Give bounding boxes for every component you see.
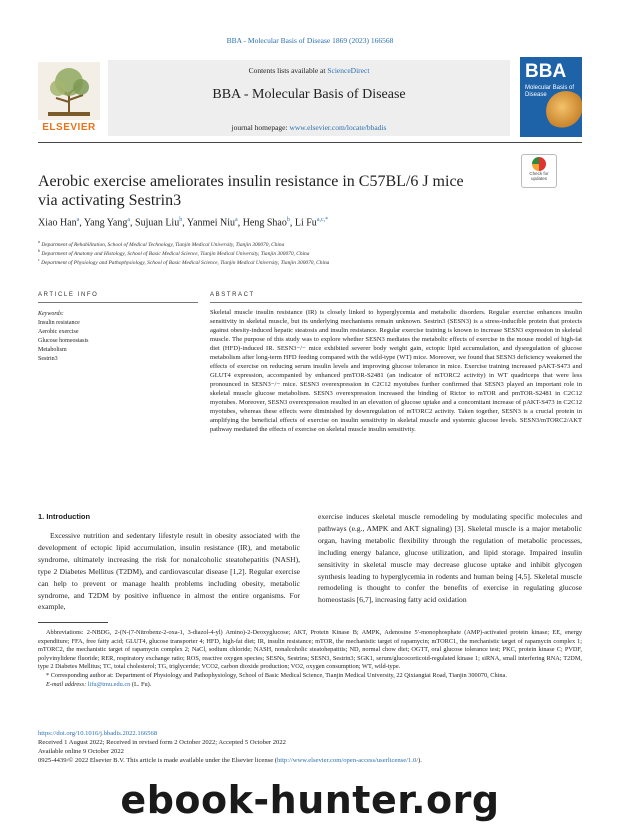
contents-prefix: Contents lists available at [248,66,328,75]
publisher-name: ELSEVIER [42,122,96,133]
corresponding-author-note: * Corresponding author at: Department of Physiology and Pathophysiology, School of Basic Medical Science, Tianjin Medical University, 22 Qixiangtai Road, Tianjin 300070, China. [46,671,507,679]
homepage-prefix: journal homepage: [231,123,290,132]
affiliation [38,248,582,257]
homepage-link[interactable]: www.elsevier.com/locate/bbadis [289,123,387,132]
abbreviations-note: Abbreviations: 2-NBDG, 2-(N-(7-Nitrobenz-2-oxa-1, 3-diazol-4-yl) Amino)-2-Deoxyglucose; AKT, Protein Kinase B; AMPK, Adenosine 5′-monophosphate (AMP)-activated protein kinase; EE, energy expenditure; FFA, free fatty acid; GLUT4, glucose transporter 4; HFD, high-fat diet; IR, insulin resistance; mTOR, the mechanistic target of rapamycin; mTORC1, the mechanistic target of rapamycin complex 1; mTORC2, the mechanistic target of rapamycin complex 2; NaCl, sodium chloride; NASH, nonalcoholic steatohepatitis; ND, normal chow diet; OGTT, oral glucose tolerance test; PKC, protein kinase C; PVDF, polyvinylidene fluoride; RER, respiratory exchange ratio; ROS, reactive oxygen species; SESNs, Sestrins; SESN3, Sestrin3; SGK1, serum/glucocorticoid-regulated kinase 1; siRNA, small interfering RNA; T2DM, type 2 Diabetes Mellitus; TC, total cholesterol; TG, triglyceride; VCO2, carbon dioxide production; VO2, oxygen consumption; WT, wild-type. [38,629,582,671]
journal-homepage [108,123,510,132]
footnote-rule [38,622,108,623]
author-name[interactable]: Yanmei Niu [186,217,236,229]
affiliation-marker: c [38,257,40,262]
header-divider [38,142,582,143]
article-info-heading: ARTICLE INFO [38,292,99,298]
author-affiliation[interactable]: a,c,* [316,217,329,223]
author-name[interactable]: Heng Shao [242,217,287,229]
abstract-text: Skeletal muscle insulin resistance (IR) is closely linked to hyperglycemia and metabolic disorders. Regular exercise enhances insulin sensitivity in skeletal muscle, but its underlying mechanisms remain unknown. Sestrin3 (SESN3) is a stress-inducible protein that protects against obesity-induced hepatic steatosis and insulin resistance. Regular exercise training is known to increase SESN3 expression in skeletal muscle. The purpose of this study was to explore whether SESN3 mediates the metabolic effects of exercise in the mouse model of high-fat diet (HFD)-induced IR. SESN3−/− mice exhibited severer body weight gain, ectopic lipid accumulation, and dysregulation of glucose metabolism after long-term HFD feeding compared with the wild-type (WT) mice. Moreover, we found that SESN3 deficiency weakened the effects of exercise on reducing serum insulin levels and improving glucose tolerance in mice. Exercise training increased pAKT-S473 and GLUT4 expression, accompanied by enhanced pmTOR-S2481 (an indicator of mTORC2 activity) in WT quadriceps that were less pronounced in SESN3−/− mice. SESN3 overexpression in C2C12 myotubes further confirmed that SESN3 played an important role in skeletal muscle glucose metabolism. SESN3 overexpression increased the binding of Rictor to mTOR and pmTOR-S2481 in C2C12 myotubes. Moreover, SESN3 overexpression resulted in an elevation of glucose uptake and a concomitant increase of pAKT-S473 in C2C12 myotubes, whereas these effects were diminished by downregulation of mTORC2 activity. Taken together, SESN3 is a crucial protein in amplifying the beneficial effects of exercise on insulin sensitivity in skeletal muscle and systemic glucose levels. SESN3/mTORC2/AKT pathway mediated the effects of exercise on skeletal muscle insulin sensitivity. [210,309,582,433]
article-info-rule [38,302,198,303]
badge-label: Check for updates [529,171,549,181]
keyword: Metabolism [38,347,67,353]
journal-cover [520,57,582,137]
keyword: Aerobic exercise [38,329,79,335]
keyword: Glucose homeostasis [38,338,89,344]
journal-title: BBA - Molecular Basis of Disease [212,87,406,102]
email-line [38,681,582,690]
cover-title: BBA [525,61,567,82]
journal-reference[interactable]: BBA - Molecular Basis of Disease 1869 (2023) 166568 [226,36,394,45]
footnotes [38,629,582,689]
author-name[interactable]: Yang Yang [83,217,128,229]
abstract-rule [210,302,582,303]
article-title: Aerobic exercise ameliorates insulin resistance in C57BL/6 J mice via activating Sestrin3 [38,173,464,209]
affiliation-text: Department of Rehabilitation, School of Medical Technology, Tianjin Medical University, Tianjin 300070, China [41,241,285,248]
introduction-right-column: exercise induces skeletal muscle remodeling by modulating specific molecules and pathways (e.g., AMPK and AKT signaling) [3]. Skeletal muscle is a major metabolic organ, having metabolic flexibility through the regulation of metabolic processes, including energy balance, glucose utilization, and lipid storage. Impaired insulin sensitivity in skeletal muscle may decrease glucose uptake and inhibit glycogen synthesis leading to hyperglycemia in rodents and human being [4,5]. Skeletal muscle remodeling is thought to confer the benefits of exercise in regulating glucose homeostasis [6,7], increasing fatty acid oxidation [318,512,582,605]
keyword: Insulin resistance [38,320,80,326]
sciencedirect-link[interactable]: ScienceDirect [327,66,370,75]
license-suffix: ). [418,757,422,764]
email-suffix: (L. Fu). [130,680,152,688]
author-affiliation[interactable]: b [179,217,183,223]
introduction-left-column: Excessive nutrition and sedentary lifestyle result in obesity associated with the development of ectopic lipid accumulation, insulin resistance (IR), and metabolic syndrome, ultimately increasing the risk for nonalcoholic steatohepatitis (NASH), type 2 Diabetes Mellitus (T2DM), and cardiovascular disease [1,2]. Regular exercise can help to prevent or manage health problems including obesity, metabolic syndrome, and T2DM by positive influence in almost the entire organisms. For example, [38,531,300,612]
affiliation-marker: b [38,248,40,253]
affiliation [38,239,582,248]
author-list: Xiao Han$^a$, Yang Yang$^a$, Sujuan Liu$^b$, Yanmei Niu$^a$, Heng Shao$^b$, Li $Fu^{a,c,*}$ [38,217,329,229]
license-line [38,757,582,766]
author-affiliation[interactable]: a [235,217,238,223]
introduction-heading: 1. Introduction [38,512,91,521]
received-dates: Received 1 August 2022; Received in revised form 2 October 2022; Accepted 5 October 2022 [38,739,286,746]
license-prefix: 0925-4439/© 2022 Elsevier B.V. This article is made available under the Elsevier license ( [38,757,277,764]
author-name[interactable]: Li Fu [294,217,317,229]
check-for-updates-badge[interactable] [521,154,557,188]
affiliation-text: Department of Anatomy and Histology, School of Basic Medical Science, Tianjin Medical University, Tianjin 300070, China [41,250,310,257]
keyword: Sestrin3 [38,356,58,362]
update-icon [532,157,546,171]
keywords-label: Keywords: [38,311,64,317]
email-label: E-mail address: [46,680,88,688]
author-affiliation[interactable]: a [127,217,131,223]
author-name[interactable]: Sujuan Liu [135,217,180,229]
author-affiliation[interactable]: b [286,217,290,223]
affiliation-text: Department of Physiology and Pathophysiology, School of Basic Medical Science, Tianjin Medical University, Tianjin 300070, China [41,259,330,266]
available-online: Available online 9 October 2022 [38,748,124,755]
author-name[interactable]: Xiao Han [38,217,77,229]
cover-subtitle: Molecular Basis of Disease [525,85,575,98]
author-affiliation[interactable]: a [76,217,80,223]
contents-line [108,66,510,75]
license-link[interactable]: http://www.elsevier.com/open-access/userlicense/1.0/ [276,757,419,764]
affiliation-marker: a [38,239,40,244]
affiliation [38,257,582,266]
watermark: ebook-hunter.org [120,778,500,822]
email-link[interactable]: lifu@tmu.edu.cn [87,680,131,688]
doi-link[interactable]: https://doi.org/10.1016/j.bbadis.2022.166568 [38,730,158,737]
abstract-heading: ABSTRACT [210,292,255,298]
